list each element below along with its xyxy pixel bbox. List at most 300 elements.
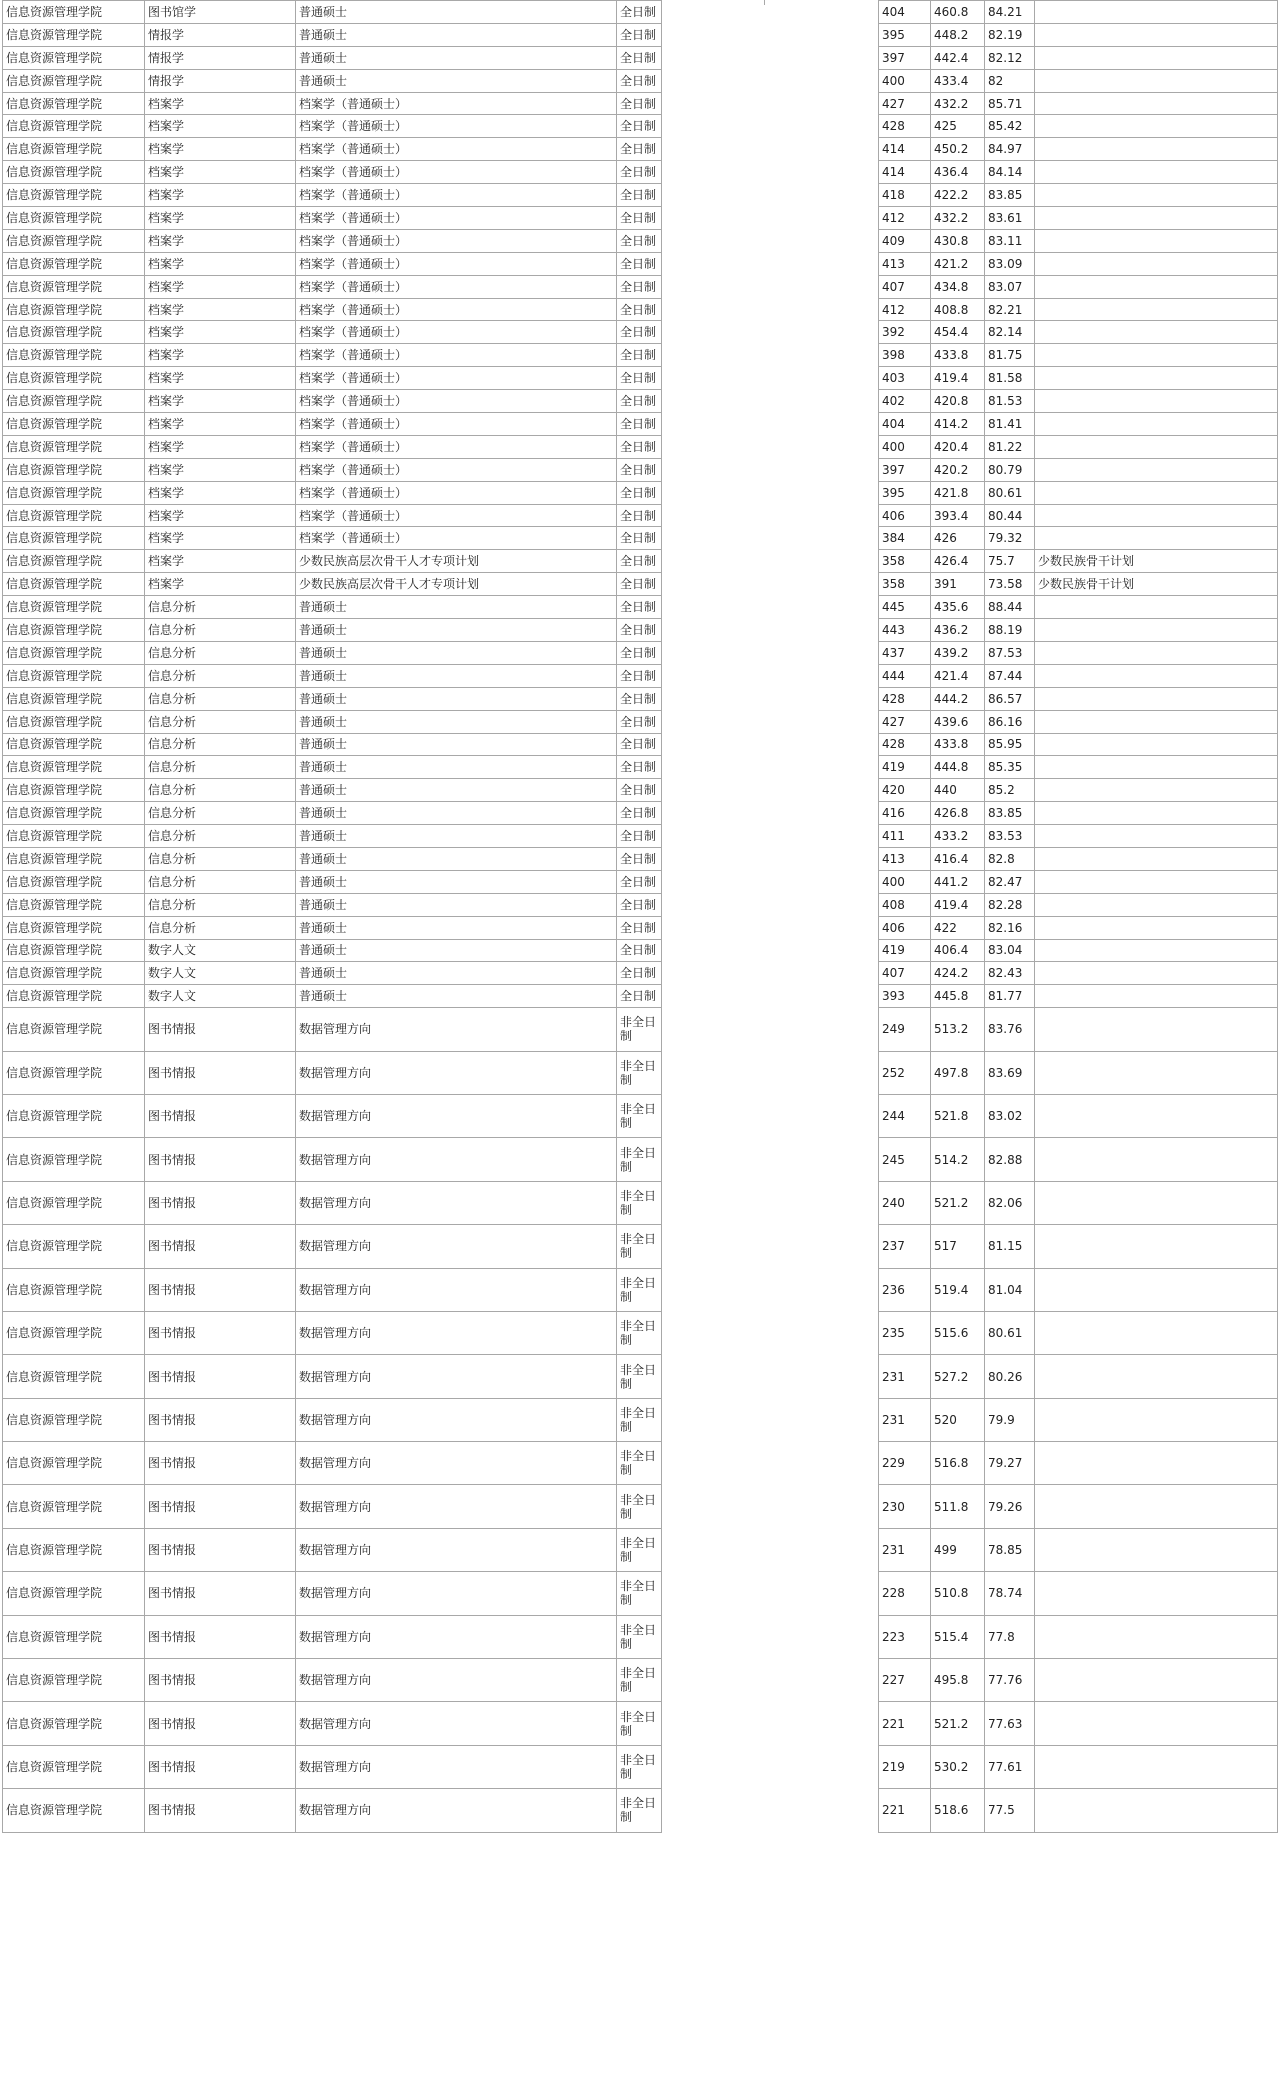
cell-direction: 普通硕士: [296, 619, 617, 642]
cell-college: 信息资源管理学院: [3, 756, 145, 779]
cell-retest-score: 433.2: [931, 825, 985, 848]
cell-study-mode: 全日制: [617, 367, 662, 390]
cell-college: 信息资源管理学院: [3, 115, 145, 138]
cell-retest-score: 516.8: [931, 1442, 985, 1485]
cell-blank: [662, 1355, 879, 1398]
cell-study-mode: 全日制: [617, 916, 662, 939]
cell-college: 信息资源管理学院: [3, 1528, 145, 1571]
cell-college: 信息资源管理学院: [3, 321, 145, 344]
cell-study-mode: 非全日制: [617, 1225, 662, 1268]
table-row: [3, 23, 1278, 46]
table-row: [3, 344, 1278, 367]
cell-college: 信息资源管理学院: [3, 802, 145, 825]
cell-blank: [662, 504, 879, 527]
cell-note: [1035, 115, 1278, 138]
cell-note: [1035, 527, 1278, 550]
cell-note: [1035, 481, 1278, 504]
table-row: [3, 1745, 1278, 1788]
cell-initial-score: 231: [879, 1355, 931, 1398]
cell-retest-score: 435.6: [931, 596, 985, 619]
cell-initial-score: 418: [879, 184, 931, 207]
cell-initial-score: 400: [879, 435, 931, 458]
cell-direction: 数据管理方向: [296, 1789, 617, 1832]
cell-total-score: 83.85: [985, 802, 1035, 825]
table-row: [3, 115, 1278, 138]
table-row: [3, 69, 1278, 92]
cell-study-mode: 非全日制: [617, 1789, 662, 1832]
cell-study-mode: 全日制: [617, 435, 662, 458]
cell-major: 图书情报: [145, 1094, 296, 1137]
cell-note: [1035, 962, 1278, 985]
cell-total-score: 82.28: [985, 893, 1035, 916]
cell-direction: 普通硕士: [296, 756, 617, 779]
cell-initial-score: 428: [879, 733, 931, 756]
cell-total-score: 88.44: [985, 596, 1035, 619]
cell-direction: 普通硕士: [296, 1, 617, 24]
cell-note: [1035, 1659, 1278, 1702]
cell-note: [1035, 184, 1278, 207]
cell-retest-score: 441.2: [931, 870, 985, 893]
cell-total-score: 83.02: [985, 1094, 1035, 1137]
cell-direction: 数据管理方向: [296, 1181, 617, 1224]
cell-note: [1035, 1745, 1278, 1788]
table-row: [3, 1051, 1278, 1094]
cell-note: [1035, 1528, 1278, 1571]
cell-college: 信息资源管理学院: [3, 435, 145, 458]
cell-study-mode: 全日制: [617, 939, 662, 962]
cell-college: 信息资源管理学院: [3, 1702, 145, 1745]
cell-initial-score: 249: [879, 1008, 931, 1051]
cell-college: 信息资源管理学院: [3, 458, 145, 481]
cell-retest-score: 515.6: [931, 1311, 985, 1354]
cell-initial-score: 384: [879, 527, 931, 550]
cell-initial-score: 221: [879, 1702, 931, 1745]
cell-study-mode: 全日制: [617, 527, 662, 550]
cell-retest-score: 433.8: [931, 344, 985, 367]
cell-major: 图书情报: [145, 1355, 296, 1398]
cell-direction: 普通硕士: [296, 69, 617, 92]
cell-retest-score: 513.2: [931, 1008, 985, 1051]
cell-major: 档案学: [145, 138, 296, 161]
cell-major: 情报学: [145, 69, 296, 92]
cell-retest-score: 421.8: [931, 481, 985, 504]
cell-total-score: 85.42: [985, 115, 1035, 138]
cell-retest-score: 460.8: [931, 1, 985, 24]
cell-major: 信息分析: [145, 916, 296, 939]
cell-major: 信息分析: [145, 847, 296, 870]
cell-retest-score: 439.2: [931, 641, 985, 664]
cell-total-score: 82.14: [985, 321, 1035, 344]
cell-study-mode: 非全日制: [617, 1138, 662, 1181]
cell-major: 图书情报: [145, 1572, 296, 1615]
table-row: [3, 847, 1278, 870]
cell-college: 信息资源管理学院: [3, 69, 145, 92]
cell-total-score: 87.44: [985, 664, 1035, 687]
cell-college: 信息资源管理学院: [3, 550, 145, 573]
cell-direction: 档案学（普通硕士）: [296, 138, 617, 161]
score-table-sheet: [2, 0, 1277, 1833]
cell-total-score: 85.35: [985, 756, 1035, 779]
cell-retest-score: 433.4: [931, 69, 985, 92]
cell-note: [1035, 1094, 1278, 1137]
cell-direction: 数据管理方向: [296, 1008, 617, 1051]
cell-retest-score: 434.8: [931, 275, 985, 298]
cell-college: 信息资源管理学院: [3, 367, 145, 390]
table-row: [3, 962, 1278, 985]
cell-direction: 数据管理方向: [296, 1485, 617, 1528]
cell-study-mode: 全日制: [617, 962, 662, 985]
cell-retest-score: 420.4: [931, 435, 985, 458]
cell-major: 图书情报: [145, 1659, 296, 1702]
cell-blank: [662, 664, 879, 687]
cell-initial-score: 428: [879, 687, 931, 710]
cell-direction: 档案学（普通硕士）: [296, 275, 617, 298]
cell-blank: [662, 825, 879, 848]
cell-major: 图书情报: [145, 1138, 296, 1181]
cell-initial-score: 392: [879, 321, 931, 344]
cell-retest-score: 517: [931, 1225, 985, 1268]
cell-blank: [662, 870, 879, 893]
cell-direction: 档案学（普通硕士）: [296, 298, 617, 321]
cell-major: 档案学: [145, 527, 296, 550]
cell-study-mode: 全日制: [617, 344, 662, 367]
table-row: [3, 1442, 1278, 1485]
cell-retest-score: 433.8: [931, 733, 985, 756]
cell-note: [1035, 92, 1278, 115]
cell-total-score: 82.8: [985, 847, 1035, 870]
cell-initial-score: 252: [879, 1051, 931, 1094]
cell-blank: [662, 1398, 879, 1441]
cell-college: 信息资源管理学院: [3, 1268, 145, 1311]
cell-initial-score: 443: [879, 619, 931, 642]
cell-total-score: 77.63: [985, 1702, 1035, 1745]
cell-study-mode: 全日制: [617, 619, 662, 642]
cell-major: 图书馆学: [145, 1, 296, 24]
cell-major: 档案学: [145, 298, 296, 321]
cell-initial-score: 437: [879, 641, 931, 664]
cell-initial-score: 393: [879, 985, 931, 1008]
cell-major: 档案学: [145, 458, 296, 481]
cell-note: 少数民族骨干计划: [1035, 573, 1278, 596]
cell-study-mode: 全日制: [617, 756, 662, 779]
cell-total-score: 75.7: [985, 550, 1035, 573]
cell-college: 信息资源管理学院: [3, 779, 145, 802]
cell-college: 信息资源管理学院: [3, 1181, 145, 1224]
cell-note: [1035, 458, 1278, 481]
cell-study-mode: 全日制: [617, 207, 662, 230]
cell-study-mode: 全日制: [617, 664, 662, 687]
cell-total-score: 80.61: [985, 481, 1035, 504]
cell-study-mode: 全日制: [617, 847, 662, 870]
table-row: [3, 687, 1278, 710]
table-row: [3, 664, 1278, 687]
cell-study-mode: 全日制: [617, 573, 662, 596]
cell-total-score: 79.9: [985, 1398, 1035, 1441]
table-row: [3, 1, 1278, 24]
cell-college: 信息资源管理学院: [3, 985, 145, 1008]
cell-note: [1035, 985, 1278, 1008]
cell-initial-score: 236: [879, 1268, 931, 1311]
cell-blank: [662, 390, 879, 413]
cell-initial-score: 420: [879, 779, 931, 802]
cell-retest-score: 391: [931, 573, 985, 596]
cell-college: 信息资源管理学院: [3, 1311, 145, 1354]
cell-total-score: 77.5: [985, 1789, 1035, 1832]
cell-initial-score: 404: [879, 413, 931, 436]
table-row: [3, 779, 1278, 802]
cell-retest-score: 444.2: [931, 687, 985, 710]
cell-blank: [662, 138, 879, 161]
cell-initial-score: 403: [879, 367, 931, 390]
table-row: [3, 641, 1278, 664]
cell-retest-score: 444.8: [931, 756, 985, 779]
cell-note: [1035, 710, 1278, 733]
cell-initial-score: 240: [879, 1181, 931, 1224]
cell-note: [1035, 893, 1278, 916]
cell-direction: 档案学（普通硕士）: [296, 184, 617, 207]
cell-total-score: 82.19: [985, 23, 1035, 46]
table-row: [3, 985, 1278, 1008]
table-row: [3, 504, 1278, 527]
cell-retest-score: 520: [931, 1398, 985, 1441]
cell-initial-score: 397: [879, 458, 931, 481]
cell-retest-score: 510.8: [931, 1572, 985, 1615]
cell-blank: [662, 1528, 879, 1571]
cell-total-score: 81.04: [985, 1268, 1035, 1311]
cell-major: 信息分析: [145, 710, 296, 733]
cell-note: [1035, 413, 1278, 436]
cell-blank: [662, 893, 879, 916]
cell-total-score: 85.71: [985, 92, 1035, 115]
cell-initial-score: 244: [879, 1094, 931, 1137]
cell-total-score: 81.77: [985, 985, 1035, 1008]
cell-direction: 普通硕士: [296, 710, 617, 733]
cell-total-score: 82.47: [985, 870, 1035, 893]
cell-major: 档案学: [145, 207, 296, 230]
cell-college: 信息资源管理学院: [3, 687, 145, 710]
cell-direction: 数据管理方向: [296, 1528, 617, 1571]
cell-study-mode: 全日制: [617, 115, 662, 138]
cell-blank: [662, 619, 879, 642]
table-row: [3, 252, 1278, 275]
cell-college: 信息资源管理学院: [3, 825, 145, 848]
cell-major: 档案学: [145, 344, 296, 367]
table-row: [3, 229, 1278, 252]
cell-note: [1035, 1442, 1278, 1485]
cell-major: 信息分析: [145, 596, 296, 619]
cell-total-score: 82: [985, 69, 1035, 92]
cell-blank: [662, 641, 879, 664]
cell-college: 信息资源管理学院: [3, 413, 145, 436]
cell-initial-score: 427: [879, 92, 931, 115]
cell-note: [1035, 46, 1278, 69]
cell-initial-score: 400: [879, 870, 931, 893]
table-row: [3, 321, 1278, 344]
cell-direction: 数据管理方向: [296, 1572, 617, 1615]
cell-blank: [662, 1745, 879, 1788]
cell-initial-score: 413: [879, 252, 931, 275]
cell-college: 信息资源管理学院: [3, 733, 145, 756]
cell-note: [1035, 687, 1278, 710]
cell-total-score: 83.09: [985, 252, 1035, 275]
cell-total-score: 85.2: [985, 779, 1035, 802]
cell-initial-score: 412: [879, 207, 931, 230]
cell-initial-score: 245: [879, 1138, 931, 1181]
cell-college: 信息资源管理学院: [3, 184, 145, 207]
cell-study-mode: 全日制: [617, 504, 662, 527]
cell-blank: [662, 229, 879, 252]
cell-initial-score: 412: [879, 298, 931, 321]
cell-retest-score: 448.2: [931, 23, 985, 46]
cell-total-score: 81.58: [985, 367, 1035, 390]
cell-major: 信息分析: [145, 619, 296, 642]
cell-study-mode: 非全日制: [617, 1094, 662, 1137]
cell-total-score: 83.53: [985, 825, 1035, 848]
cell-major: 数字人文: [145, 985, 296, 1008]
cell-total-score: 83.85: [985, 184, 1035, 207]
cell-initial-score: 408: [879, 893, 931, 916]
cell-total-score: 78.74: [985, 1572, 1035, 1615]
cell-blank: [662, 939, 879, 962]
cell-major: 数字人文: [145, 939, 296, 962]
table-row: [3, 1138, 1278, 1181]
table-row: [3, 802, 1278, 825]
table-row: [3, 527, 1278, 550]
cell-direction: 档案学（普通硕士）: [296, 344, 617, 367]
cell-college: 信息资源管理学院: [3, 298, 145, 321]
cell-total-score: 85.95: [985, 733, 1035, 756]
table-row: [3, 893, 1278, 916]
cell-major: 档案学: [145, 115, 296, 138]
cell-direction: 档案学（普通硕士）: [296, 390, 617, 413]
table-row: [3, 275, 1278, 298]
cell-college: 信息资源管理学院: [3, 390, 145, 413]
cell-direction: 普通硕士: [296, 939, 617, 962]
table-row: [3, 619, 1278, 642]
cell-study-mode: 全日制: [617, 161, 662, 184]
cell-total-score: 83.76: [985, 1008, 1035, 1051]
cell-college: 信息资源管理学院: [3, 893, 145, 916]
cell-study-mode: 全日制: [617, 825, 662, 848]
table-row: [3, 481, 1278, 504]
cell-note: [1035, 825, 1278, 848]
cell-college: 信息资源管理学院: [3, 207, 145, 230]
cell-total-score: 83.11: [985, 229, 1035, 252]
cell-major: 档案学: [145, 321, 296, 344]
cell-major: 档案学: [145, 481, 296, 504]
cell-study-mode: 全日制: [617, 641, 662, 664]
cell-note: [1035, 1702, 1278, 1745]
cell-note: [1035, 664, 1278, 687]
cell-direction: 普通硕士: [296, 23, 617, 46]
cell-initial-score: 395: [879, 481, 931, 504]
cell-note: [1035, 1, 1278, 24]
cell-direction: 档案学（普通硕士）: [296, 435, 617, 458]
cell-retest-score: 445.8: [931, 985, 985, 1008]
cell-retest-score: 408.8: [931, 298, 985, 321]
cell-major: 档案学: [145, 275, 296, 298]
cell-study-mode: 全日制: [617, 687, 662, 710]
cell-major: 档案学: [145, 184, 296, 207]
cell-study-mode: 全日制: [617, 1, 662, 24]
cell-study-mode: 全日制: [617, 184, 662, 207]
cell-study-mode: 全日制: [617, 985, 662, 1008]
cell-direction: 普通硕士: [296, 802, 617, 825]
cell-college: 信息资源管理学院: [3, 870, 145, 893]
table-row: [3, 298, 1278, 321]
cell-direction: 数据管理方向: [296, 1702, 617, 1745]
cell-note: [1035, 321, 1278, 344]
cell-study-mode: 全日制: [617, 138, 662, 161]
cell-total-score: 81.22: [985, 435, 1035, 458]
cell-major: 档案学: [145, 390, 296, 413]
cell-note: [1035, 939, 1278, 962]
cell-note: [1035, 207, 1278, 230]
cell-blank: [662, 161, 879, 184]
cell-blank: [662, 1311, 879, 1354]
cell-college: 信息资源管理学院: [3, 916, 145, 939]
cell-major: 档案学: [145, 92, 296, 115]
cell-college: 信息资源管理学院: [3, 1051, 145, 1094]
cell-blank: [662, 1442, 879, 1485]
cell-note: [1035, 1355, 1278, 1398]
cell-total-score: 88.19: [985, 619, 1035, 642]
cell-direction: 档案学（普通硕士）: [296, 367, 617, 390]
cell-direction: 档案学（普通硕士）: [296, 527, 617, 550]
cell-initial-score: 237: [879, 1225, 931, 1268]
table-row: [3, 596, 1278, 619]
cell-college: 信息资源管理学院: [3, 504, 145, 527]
table-row: [3, 756, 1278, 779]
cell-college: 信息资源管理学院: [3, 229, 145, 252]
cell-study-mode: 非全日制: [617, 1485, 662, 1528]
cell-note: [1035, 1398, 1278, 1441]
cell-direction: 少数民族高层次骨干人才专项计划: [296, 550, 617, 573]
cell-college: 信息资源管理学院: [3, 527, 145, 550]
cell-retest-score: 514.2: [931, 1138, 985, 1181]
cell-direction: 档案学（普通硕士）: [296, 252, 617, 275]
cell-total-score: 83.69: [985, 1051, 1035, 1094]
cell-total-score: 81.75: [985, 344, 1035, 367]
cell-retest-score: 426.4: [931, 550, 985, 573]
cell-note: [1035, 390, 1278, 413]
cell-initial-score: 427: [879, 710, 931, 733]
cell-direction: 普通硕士: [296, 847, 617, 870]
cell-blank: [662, 1615, 879, 1658]
cell-direction: 数据管理方向: [296, 1355, 617, 1398]
cell-total-score: 86.16: [985, 710, 1035, 733]
cell-initial-score: 404: [879, 1, 931, 24]
table-row: [3, 458, 1278, 481]
cell-college: 信息资源管理学院: [3, 1355, 145, 1398]
cell-initial-score: 358: [879, 550, 931, 573]
cell-note: [1035, 641, 1278, 664]
cell-study-mode: 非全日制: [617, 1572, 662, 1615]
cell-blank: [662, 733, 879, 756]
cell-blank: [662, 184, 879, 207]
table-row: [3, 1572, 1278, 1615]
cell-college: 信息资源管理学院: [3, 275, 145, 298]
cell-retest-score: 527.2: [931, 1355, 985, 1398]
cell-initial-score: 398: [879, 344, 931, 367]
cell-blank: [662, 1268, 879, 1311]
cell-study-mode: 全日制: [617, 870, 662, 893]
table-row: [3, 916, 1278, 939]
cell-study-mode: 非全日制: [617, 1355, 662, 1398]
cell-direction: 普通硕士: [296, 733, 617, 756]
cell-direction: 档案学（普通硕士）: [296, 229, 617, 252]
cell-initial-score: 406: [879, 916, 931, 939]
